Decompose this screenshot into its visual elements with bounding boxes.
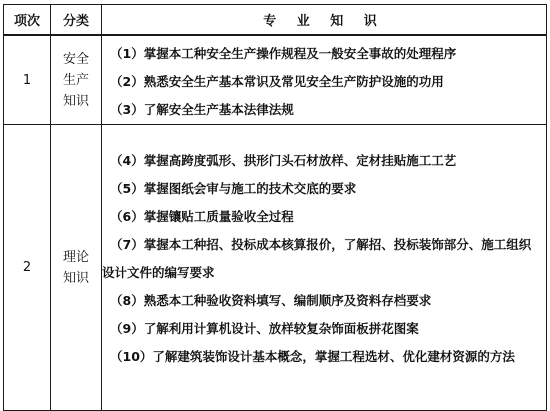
row-knowledge (102, 35, 547, 125)
requirements-table (3, 4, 547, 411)
category-line: 安全 (62, 51, 89, 67)
row-index: 1 (4, 35, 51, 125)
knowledge-item: （10）了解建筑装饰设计基本概念，掌握工程选材、优化建材资源的方法 (110, 349, 515, 364)
knowledge-item: （9）了解利用计算机设计、放样较复杂饰面板拼花图案 (110, 321, 419, 336)
knowledge-item: （7）掌握本工种招、投标成本核算报价，了解招、投标装饰部分、施工组织设计文件的编写要求 (102, 237, 532, 280)
category-line: 生产 (62, 72, 89, 88)
category-line: 知识 (62, 270, 89, 286)
knowledge-item: （8）熟悉本工种验收资料填写、编制顺序及资料存档要求 (110, 293, 432, 308)
knowledge-item: （3）了解安全生产基本法律法规 (110, 102, 294, 117)
table-header-row (4, 5, 547, 36)
row-index: 2 (4, 125, 51, 411)
knowledge-item: （1）掌握本工种安全生产操作规程及一般安全事故的处理程序 (110, 46, 457, 61)
knowledge-item: （2）熟悉安全生产基本常识及常见安全生产防护设施的功用 (110, 74, 444, 89)
table-row (4, 125, 547, 411)
knowledge-item: （5）掌握图纸会审与施工的技术交底的要求 (110, 181, 357, 196)
knowledge-item: （4）掌握高跨度弧形、拱形门头石材放样、定材挂贴施工工艺 (110, 153, 457, 168)
category-line: 知识 (62, 93, 89, 109)
header-index: 项次 (4, 5, 51, 36)
header-category: 分类 (51, 5, 102, 36)
row-category (51, 35, 102, 125)
header-knowledge: 专 业 知 识 (102, 5, 547, 36)
category-line: 理论 (62, 249, 89, 265)
row-knowledge (102, 125, 547, 411)
row-category (51, 125, 102, 411)
table-row (4, 35, 547, 125)
knowledge-item: （6）掌握镶贴工质量验收全过程 (110, 209, 294, 224)
